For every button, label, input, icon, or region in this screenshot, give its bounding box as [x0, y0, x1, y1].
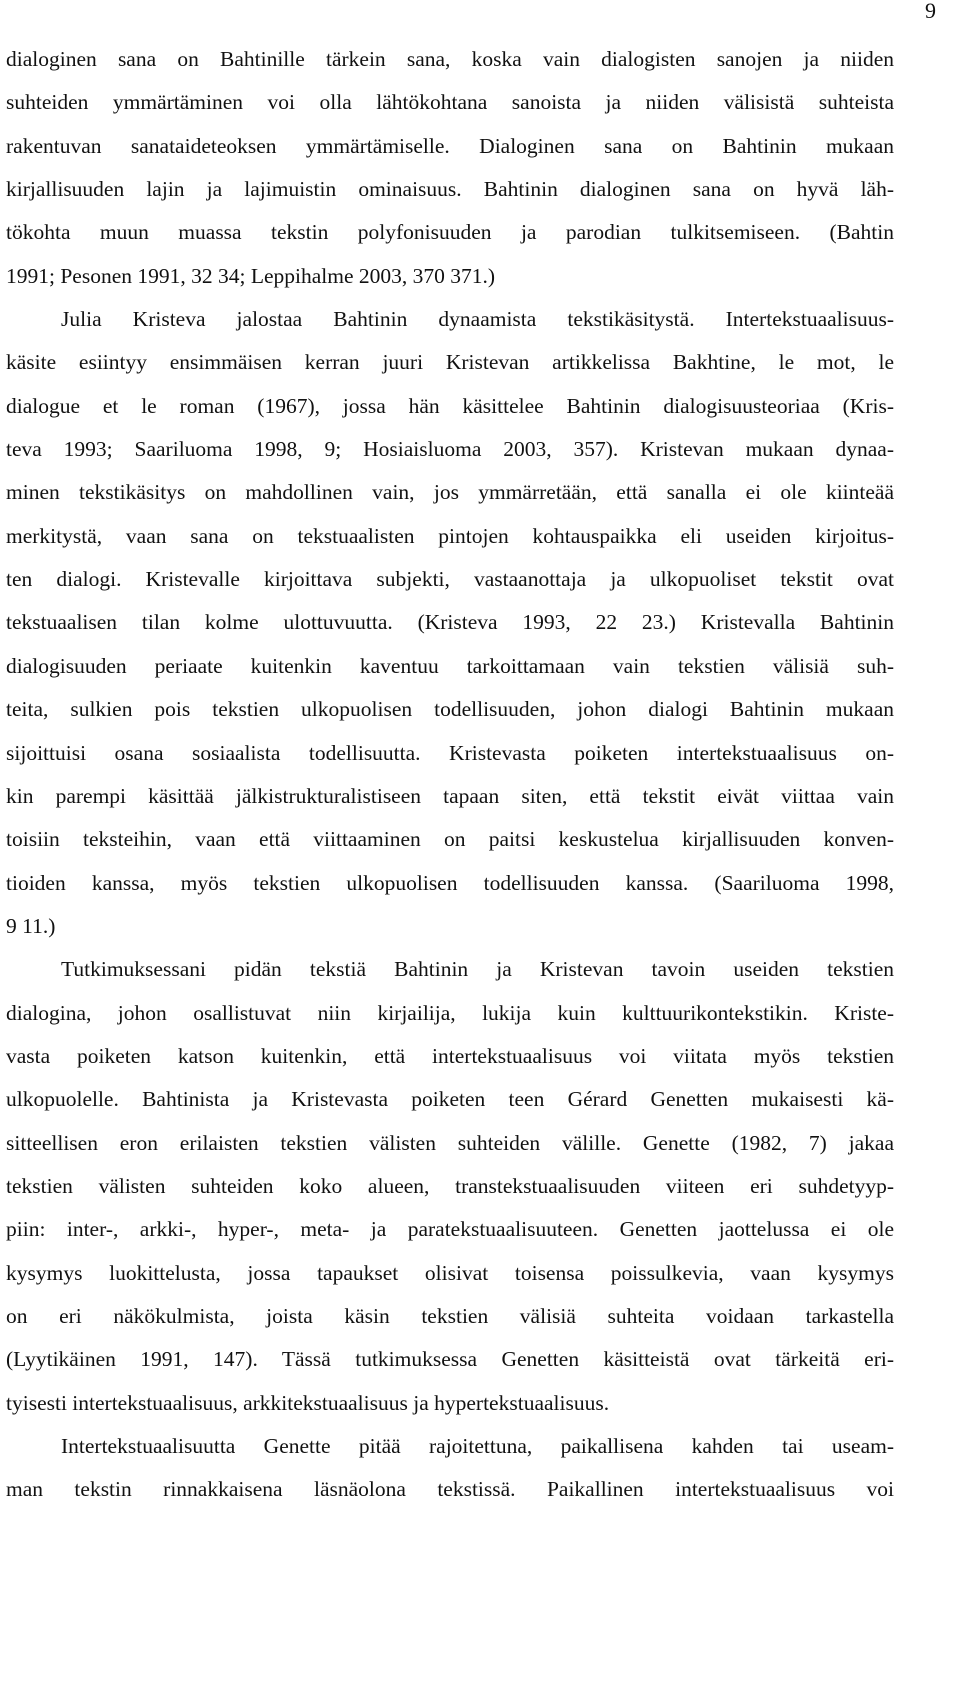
text-line: sijoittuisi osana sosiaalista todellisuutta. Kristevasta poiketen intertekstuaalisuus on-	[6, 740, 894, 765]
text-line: man tekstin rinnakkaisena läsnäolona tekstissä. Paikallinen intertekstuaalisuus voi	[6, 1477, 894, 1502]
text-line: 9 11.)	[6, 913, 56, 938]
text-line: rakentuvan sanataideteoksen ymmärtämiselle. Dialoginen sana on Bahtinin mukaan	[6, 133, 894, 158]
text-line: dialoginen sana on Bahtinille tärkein sana, koska vain dialogisten sanojen ja niiden	[6, 47, 894, 71]
text-line: suhteiden ymmärtäminen voi olla lähtökohtana sanoista ja niiden välisistä suhteista	[6, 90, 894, 115]
text-line: tioiden kanssa, myös tekstien ulkopuolisen todellisuuden kanssa. (Saariluoma 1998,	[6, 870, 894, 895]
text-line: vasta poiketen katson kuitenkin, että intertekstuaalisuus voi viitata myös tekstien	[6, 1043, 894, 1068]
text-line: kin parempi käsittää jälkistrukturalistiseen tapaan siten, että tekstit eivät viittaa vain	[6, 783, 894, 808]
text-line: Intertekstuaalisuutta Genette pitää rajoitettuna, paikallisena kahden tai useam-	[61, 1434, 894, 1458]
text-line: dialogue et le roman (1967), jossa hän käsittelee Bahtinin dialogisuusteoriaa (Kris-	[6, 393, 894, 418]
body-text	[6, 38, 894, 1512]
text-line: ten dialogi. Kristevalle kirjoittava subjekti, vastaanottaja ja ulkopuoliset tekstit ovat	[6, 567, 894, 592]
text-line: teita, sulkien pois tekstien ulkopuolisen todellisuuden, johon dialogi Bahtinin mukaan	[6, 697, 894, 722]
text-line: piin: inter-, arkki-, hyper-, meta- ja paratekstuaalisuuteen. Genetten jaottelussa ei ole	[6, 1217, 894, 1242]
text-line: tyisesti intertekstuaalisuus, arkkitekstuaalisuus ja hypertekstuaalisuus.	[6, 1390, 610, 1415]
text-line: minen tekstikäsitys on mahdollinen vain, jos ymmärretään, että sanalla ei ole kiinteää	[6, 480, 894, 505]
text-line: (Lyytikäinen 1991, 147). Tässä tutkimuksessa Genetten käsitteistä ovat tärkeitä eri-	[6, 1347, 894, 1372]
text-line: Tutkimuksessani pidän tekstiä Bahtinin ja Kristevan tavoin useiden tekstien	[61, 957, 894, 982]
text-line: tekstuaalisen tilan kolme ulottuvuutta. (Kristeva 1993, 22 23.) Kristevalla Bahtinin	[6, 610, 894, 635]
text-line: Julia Kristeva jalostaa Bahtinin dynaamista tekstikäsitystä. Intertekstuaalisuus-	[61, 307, 894, 332]
text-line: kysymys luokittelusta, jossa tapaukset olisivat toisensa poissulkevia, vaan kysymys	[6, 1260, 894, 1285]
text-line: dialogisuuden periaate kuitenkin kaventuu tarkoittamaan vain tekstien välisiä suh-	[6, 653, 894, 678]
text-line: on eri näkökulmista, joista käsin tekstien välisiä suhteita voidaan tarkastella	[6, 1303, 894, 1328]
text-line: teva 1993; Saariluoma 1998, 9; Hosiaisluoma 2003, 357). Kristevan mukaan dynaa-	[6, 437, 894, 462]
text-line: kirjallisuuden lajin ja lajimuistin ominaisuus. Bahtinin dialoginen sana on hyvä läh-	[6, 177, 894, 202]
text-line: tekstien välisten suhteiden koko alueen, transtekstuaalisuuden viiteen eri suhdetyyp-	[6, 1173, 894, 1198]
text-line: käsite esiintyy ensimmäisen kerran juuri Kristevan artikkelissa Bakhtine, le mot, le	[6, 350, 894, 375]
text-line: sitteellisen eron erilaisten tekstien välisten suhteiden välille. Genette (1982, 7) jakaa	[6, 1130, 894, 1155]
text-line: 1991; Pesonen 1991, 32 34; Leppihalme 2003, 370 371.)	[6, 263, 496, 288]
text-line: merkitystä, vaan sana on tekstuaalisten pintojen kohtauspaikka eli useiden kirjoitus-	[6, 523, 894, 548]
text-line: ulkopuolelle. Bahtinista ja Kristevasta poiketen teen Gérard Genetten mukaisesti kä-	[6, 1087, 894, 1112]
text-line: toisiin teksteihin, vaan että viittaaminen on paitsi keskustelua kirjallisuuden konven-	[6, 827, 894, 852]
text-line: dialogina, johon osallistuvat niin kirjailija, lukija kuin kulttuurikontekstikin. Kriste-	[6, 1000, 894, 1025]
page-number: 9	[925, 0, 936, 23]
text-line: tökohta muun muassa tekstin polyfonisuuden ja parodian tulkitsemiseen. (Bahtin	[6, 220, 894, 245]
